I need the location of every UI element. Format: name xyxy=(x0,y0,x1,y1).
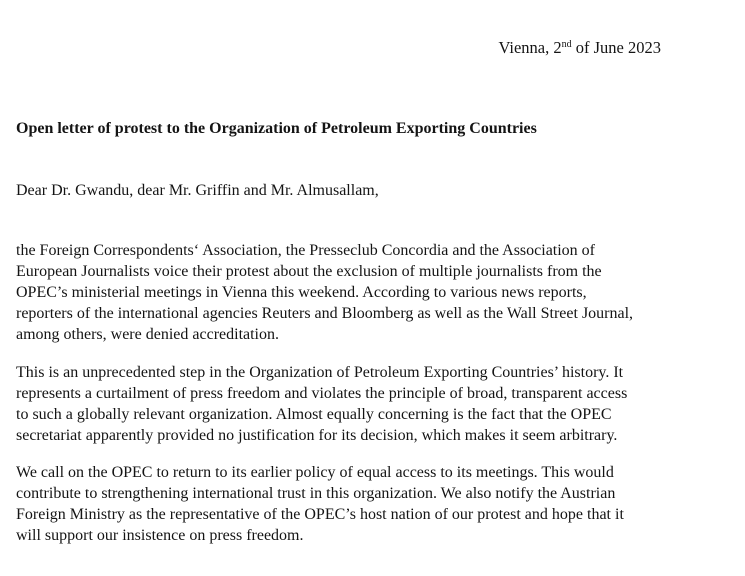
date-month-year: of June 2023 xyxy=(571,38,661,57)
date-ordinal-suffix: nd xyxy=(561,39,572,50)
letter-date xyxy=(498,38,661,58)
paragraph-unprecedented xyxy=(16,362,721,446)
paragraph-line: secretariat apparently provided no justification for its decision, which makes it seem arbitrary. xyxy=(16,427,618,444)
paragraph-line: will support our insistence on press freedom. xyxy=(16,527,304,544)
letter-subject: Open letter of protest to the Organization of Petroleum Exporting Countries xyxy=(16,120,537,137)
date-day: Vienna, 2 xyxy=(498,38,562,57)
paragraph-line: Foreign Ministry as the representative of the OPEC’s host nation of our protest and hope that it xyxy=(16,506,624,523)
paragraph-line: the Foreign Correspondents‘ Association, the Presseclub Concordia and the Association of xyxy=(16,242,596,259)
paragraph-protest xyxy=(16,240,721,345)
paragraph-line: to such a globally relevant organization. Almost equally concerning is the fact that the OPEC xyxy=(16,406,612,423)
paragraph-line: European Journalists voice their protest about the exclusion of multiple journalists from the xyxy=(16,263,602,280)
letter-salutation: Dear Dr. Gwandu, dear Mr. Griffin and Mr. Almusallam, xyxy=(16,182,379,199)
paragraph-line: contribute to strengthening international trust in this organization. We also notify the Austrian xyxy=(16,485,616,502)
paragraph-line: This is an unprecedented step in the Organization of Petroleum Exporting Countries’ history. It xyxy=(16,364,624,381)
paragraph-line: reporters of the international agencies Reuters and Bloomberg as well as the Wall Street Journal, xyxy=(16,305,634,322)
paragraph-line: represents a curtailment of press freedom and violates the principle of broad, transparent access xyxy=(16,385,628,402)
paragraph-line: OPEC’s ministerial meetings in Vienna this weekend. According to various news reports, xyxy=(16,284,587,301)
paragraph-line: We call on the OPEC to return to its earlier policy of equal access to its meetings. This would xyxy=(16,464,614,481)
paragraph-line: among others, were denied accreditation. xyxy=(16,326,279,343)
paragraph-call-to-action xyxy=(16,462,721,546)
